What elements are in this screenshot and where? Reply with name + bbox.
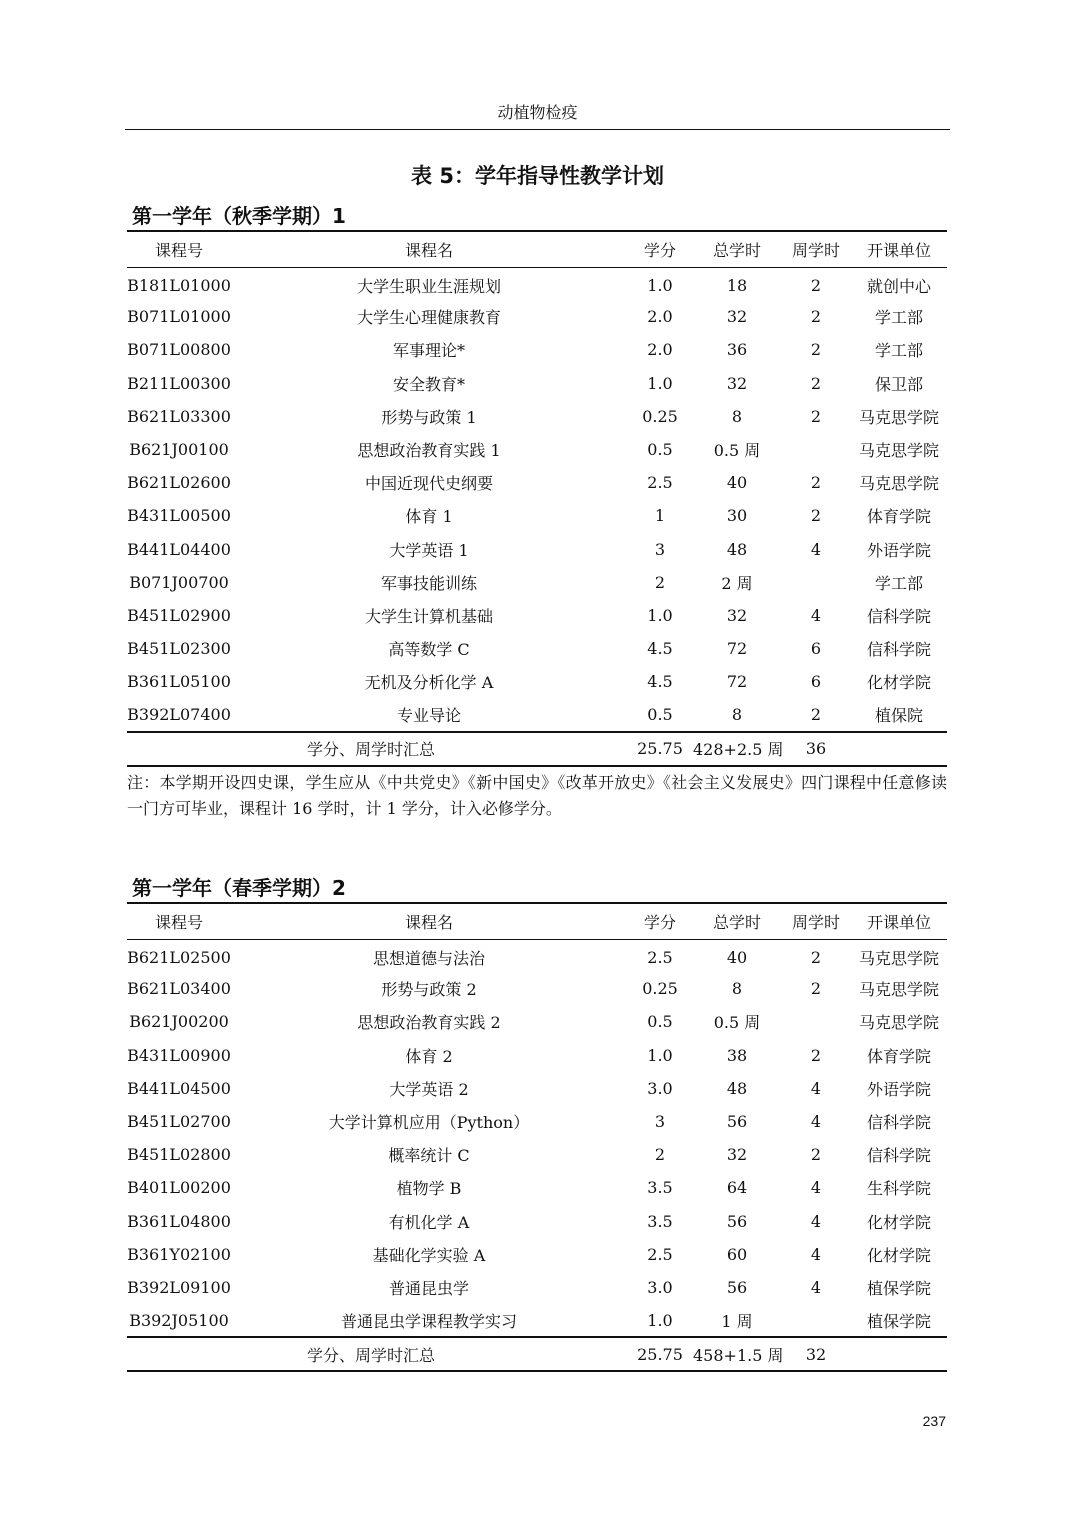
- cell-weekly: 2: [810, 340, 822, 360]
- table-row: [127, 433, 947, 466]
- running-header: 动植物检疫: [125, 100, 950, 130]
- cell-hours: 32: [726, 1145, 748, 1165]
- cell-credits: 2.5: [647, 473, 673, 493]
- cell-weekly: 4: [810, 1244, 822, 1264]
- table-row: [127, 367, 947, 400]
- cell-code: B361L05100: [127, 672, 231, 692]
- table-row: [127, 698, 947, 731]
- cell-hours: 48: [726, 539, 748, 559]
- cell-credits: 3.0: [647, 1078, 673, 1098]
- col-header-name: 课程名: [231, 903, 627, 939]
- section-title-spring: 第一学年（春季学期）2: [132, 876, 346, 900]
- cell-code: B361Y02100: [127, 1244, 231, 1264]
- cell-credits: 3.5: [647, 1178, 673, 1198]
- col-header-hours: 总学时: [693, 903, 781, 939]
- table-row: [127, 300, 947, 333]
- cell-name: 专业导论: [396, 706, 461, 726]
- cell-weekly: 6: [810, 672, 822, 692]
- table-row: [127, 972, 947, 1005]
- cell-name: 普通昆虫学课程教学实习: [340, 1311, 517, 1331]
- cell-hours: 40: [726, 473, 748, 493]
- cell-hours: 60: [726, 1244, 748, 1264]
- cell-code: B621L02500: [127, 948, 231, 968]
- cell-dept: 体育学院: [866, 507, 931, 527]
- cell-credits: 2.0: [647, 307, 673, 327]
- table-row: [127, 1271, 947, 1304]
- cell-name: 形势与政策 1: [381, 407, 477, 427]
- cell-hours: 1 周: [721, 1311, 753, 1331]
- cell-weekly: 4: [810, 1178, 822, 1198]
- cell-name: 概率统计 C: [388, 1146, 470, 1166]
- col-header-weekly: 周学时: [781, 903, 851, 939]
- cell-weekly: [781, 566, 851, 599]
- cell-weekly: [781, 433, 851, 466]
- cell-name: 普通昆虫学: [388, 1278, 469, 1298]
- cell-hours: 48: [726, 1078, 748, 1098]
- cell-hours: 72: [726, 639, 748, 659]
- cell-code: B621L02600: [127, 473, 231, 493]
- cell-dept: 植保学院: [866, 1311, 931, 1331]
- cell-hours: 0.5 周: [713, 1013, 761, 1033]
- cell-code: B621J00200: [129, 1012, 229, 1032]
- cell-credits: 1.0: [647, 605, 673, 625]
- table-row: [127, 499, 947, 532]
- cell-dept: 学工部: [874, 308, 923, 328]
- cell-hours: 38: [726, 1045, 748, 1065]
- table-row: [127, 1205, 947, 1238]
- cell-hours: 56: [726, 1277, 748, 1297]
- cell-code: B392L07400: [127, 705, 231, 725]
- cell-dept: 马克思学院: [858, 1013, 939, 1033]
- cell-weekly: 4: [810, 1078, 822, 1098]
- cell-name: 大学计算机应用（Python）: [328, 1113, 530, 1133]
- cell-weekly: [781, 1005, 851, 1038]
- cell-weekly: 2: [810, 307, 822, 327]
- cell-code: B451L02300: [127, 639, 231, 659]
- cell-code: B621J00100: [129, 440, 229, 460]
- col-header-hours: 总学时: [693, 231, 781, 267]
- cell-dept: 马克思学院: [858, 474, 939, 494]
- cell-hours: 32: [726, 307, 748, 327]
- cell-name: 体育 1: [405, 507, 453, 527]
- page-number: 237: [922, 1413, 946, 1429]
- cell-code: B431L00900: [127, 1045, 231, 1065]
- table-row: [127, 466, 947, 499]
- cell-hours: 64: [726, 1178, 748, 1198]
- cell-hours: 18: [726, 276, 748, 296]
- cell-hours: 72: [726, 672, 748, 692]
- cell-credits: 3.5: [647, 1211, 673, 1231]
- cell-hours: 40: [726, 948, 748, 968]
- cell-credits: 1.0: [647, 1045, 673, 1065]
- cell-dept: 就创中心: [866, 277, 931, 297]
- cell-credits: 0.5: [647, 440, 673, 460]
- table-row: [127, 632, 947, 665]
- cell-code: B071L01000: [127, 307, 231, 327]
- cell-dept: 学工部: [874, 573, 923, 593]
- table-row: [127, 599, 947, 632]
- cell-code: B361L04800: [127, 1211, 231, 1231]
- cell-dept: 植保学院: [866, 1278, 931, 1298]
- summary-hours: 428+2.5 周: [693, 732, 781, 766]
- col-header-dept: 开课单位: [851, 903, 947, 939]
- cell-dept: 保卫部: [874, 374, 923, 394]
- cell-hours: 8: [731, 705, 743, 725]
- cell-weekly: 6: [810, 639, 822, 659]
- cell-dept: 化材学院: [866, 1245, 931, 1265]
- cell-credits: 3.0: [647, 1277, 673, 1297]
- cell-hours: 8: [731, 979, 743, 999]
- table-row: [127, 533, 947, 566]
- col-header-credits: 学分: [627, 231, 693, 267]
- cell-credits: 0.5: [647, 705, 673, 725]
- cell-name: 思想政治教育实践 2: [357, 1013, 501, 1033]
- spring-course-table: [127, 902, 947, 1372]
- cell-weekly: 4: [810, 1112, 822, 1132]
- cell-credits: 3: [654, 1112, 666, 1132]
- cell-hours: 36: [726, 340, 748, 360]
- cell-code: B211L00300: [127, 373, 231, 393]
- cell-dept: 外语学院: [866, 540, 931, 560]
- table-row: [127, 1072, 947, 1105]
- summary-weekly: 36: [781, 732, 851, 766]
- cell-name: 大学英语 1: [389, 540, 469, 560]
- cell-name: 军事理论*: [392, 341, 465, 361]
- cell-weekly: 2: [810, 979, 822, 999]
- table-title: 表 5：学年指导性教学计划: [411, 164, 664, 188]
- cell-name: 思想道德与法治: [372, 949, 485, 969]
- cell-code: B392J05100: [129, 1310, 229, 1330]
- cell-weekly: 2: [810, 506, 822, 526]
- table-row: [127, 1138, 947, 1171]
- cell-code: B181L01000: [127, 276, 231, 296]
- table-row: [127, 400, 947, 433]
- cell-hours: 32: [726, 605, 748, 625]
- table-row: [127, 1039, 947, 1072]
- cell-credits: 2: [654, 1145, 666, 1165]
- cell-dept: 植保院: [874, 706, 923, 726]
- col-header-code: 课程号: [127, 231, 231, 267]
- cell-credits: 0.25: [642, 979, 678, 999]
- cell-name: 无机及分析化学 A: [364, 673, 494, 693]
- cell-code: B071L00800: [127, 340, 231, 360]
- col-header-name: 课程名: [231, 231, 627, 267]
- cell-name: 中国近现代史纲要: [364, 474, 493, 494]
- col-header-dept: 开课单位: [851, 231, 947, 267]
- summary-row: [127, 732, 947, 766]
- cell-credits: 2.5: [647, 948, 673, 968]
- cell-weekly: 2: [810, 705, 822, 725]
- autumn-course-table: [127, 230, 947, 767]
- table-header-row: [127, 903, 947, 939]
- cell-dept: 马克思学院: [858, 949, 939, 969]
- summary-credits: 25.75: [627, 1337, 693, 1371]
- cell-weekly: 2: [810, 373, 822, 393]
- table-row: [127, 1005, 947, 1038]
- cell-name: 高等数学 C: [388, 640, 470, 660]
- cell-hours: 30: [726, 506, 748, 526]
- col-header-credits: 学分: [627, 903, 693, 939]
- col-header-code: 课程号: [127, 903, 231, 939]
- cell-name: 基础化学实验 A: [372, 1245, 486, 1265]
- cell-code: B451L02800: [127, 1145, 231, 1165]
- col-header-weekly: 周学时: [781, 231, 851, 267]
- cell-credits: 1.0: [647, 276, 673, 296]
- cell-code: B431L00500: [127, 506, 231, 526]
- cell-code: B621L03300: [127, 406, 231, 426]
- cell-name: 体育 2: [405, 1046, 453, 1066]
- cell-weekly: 2: [810, 276, 822, 296]
- cell-code: B401L00200: [127, 1178, 231, 1198]
- cell-credits: 4.5: [647, 672, 673, 692]
- cell-weekly: 2: [810, 1145, 822, 1165]
- summary-credits: 25.75: [627, 732, 693, 766]
- cell-dept: 马克思学院: [858, 980, 939, 1000]
- table-row: [127, 665, 947, 698]
- cell-hours: 8: [731, 406, 743, 426]
- cell-dept: 信科学院: [866, 1113, 931, 1133]
- table-header-row: [127, 231, 947, 267]
- cell-credits: 3: [654, 539, 666, 559]
- cell-name: 大学生计算机基础: [364, 606, 493, 626]
- cell-hours: 2 周: [721, 573, 753, 593]
- cell-name: 大学生职业生涯规划: [356, 277, 501, 297]
- cell-code: B441L04400: [127, 539, 231, 559]
- cell-name: 植物学 B: [396, 1179, 462, 1199]
- cell-code: B451L02700: [127, 1112, 231, 1132]
- cell-code: B451L02900: [127, 605, 231, 625]
- cell-code: B392L09100: [127, 1277, 231, 1297]
- cell-weekly: 4: [810, 1211, 822, 1231]
- cell-dept: 学工部: [874, 341, 923, 361]
- footnote: 注：本学期开设四史课，学生应从《中共党史》《新中国史》《改革开放史》《社会主义发展史》四门课程中任意修读一门方可毕业，课程计 16 学时，计 1 学分，计入必修学分。: [127, 773, 947, 818]
- table-row: [127, 566, 947, 599]
- cell-weekly: 2: [810, 473, 822, 493]
- cell-dept: 外语学院: [866, 1079, 931, 1099]
- summary-label: 学分、周学时汇总: [127, 732, 627, 766]
- cell-weekly: 2: [810, 406, 822, 426]
- section-title-autumn: 第一学年（秋季学期）1: [132, 204, 346, 228]
- cell-code: B441L04500: [127, 1078, 231, 1098]
- cell-credits: 2.0: [647, 340, 673, 360]
- cell-credits: 1.0: [647, 1310, 673, 1330]
- cell-name: 大学英语 2: [389, 1079, 469, 1099]
- cell-name: 思想政治教育实践 1: [357, 441, 501, 461]
- cell-weekly: 4: [810, 539, 822, 559]
- cell-credits: 4.5: [647, 639, 673, 659]
- cell-weekly: 2: [810, 948, 822, 968]
- cell-hours: 56: [726, 1211, 748, 1231]
- cell-credits: 0.25: [642, 406, 678, 426]
- cell-code: B621L03400: [127, 979, 231, 999]
- summary-weekly: 32: [781, 1337, 851, 1371]
- cell-hours: 32: [726, 373, 748, 393]
- cell-dept: 马克思学院: [858, 407, 939, 427]
- cell-credits: 0.5: [647, 1012, 673, 1032]
- cell-dept: 生科学院: [866, 1179, 931, 1199]
- cell-hours: 0.5 周: [713, 441, 761, 461]
- cell-weekly: [781, 1304, 851, 1337]
- cell-name: 军事技能训练: [380, 573, 477, 593]
- cell-credits: 2: [654, 572, 666, 592]
- summary-label: 学分、周学时汇总: [127, 1337, 627, 1371]
- cell-dept: 信科学院: [866, 640, 931, 660]
- cell-credits: 2.5: [647, 1244, 673, 1264]
- summary-row: [127, 1337, 947, 1371]
- cell-hours: 56: [726, 1112, 748, 1132]
- cell-credits: 1.0: [647, 373, 673, 393]
- cell-name: 形势与政策 2: [381, 980, 477, 1000]
- table-row: [127, 939, 947, 972]
- table-row: [127, 1238, 947, 1271]
- cell-dept: 体育学院: [866, 1046, 931, 1066]
- cell-name: 安全教育*: [392, 374, 465, 394]
- cell-dept: 信科学院: [866, 606, 931, 626]
- cell-dept: 信科学院: [866, 1146, 931, 1166]
- cell-dept: 化材学院: [866, 1212, 931, 1232]
- cell-name: 大学生心理健康教育: [356, 308, 501, 328]
- cell-dept: 马克思学院: [858, 441, 939, 461]
- cell-dept: 化材学院: [866, 673, 931, 693]
- table-row: [127, 1171, 947, 1204]
- cell-name: 有机化学 A: [388, 1212, 470, 1232]
- cell-credits: 1: [654, 506, 666, 526]
- cell-weekly: 4: [810, 605, 822, 625]
- table-row: [127, 333, 947, 366]
- table-row: [127, 1304, 947, 1337]
- summary-hours: 458+1.5 周: [693, 1337, 781, 1371]
- cell-weekly: 2: [810, 1045, 822, 1065]
- table-row: [127, 267, 947, 300]
- cell-weekly: 4: [810, 1277, 822, 1297]
- table-row: [127, 1105, 947, 1138]
- cell-code: B071J00700: [129, 572, 229, 592]
